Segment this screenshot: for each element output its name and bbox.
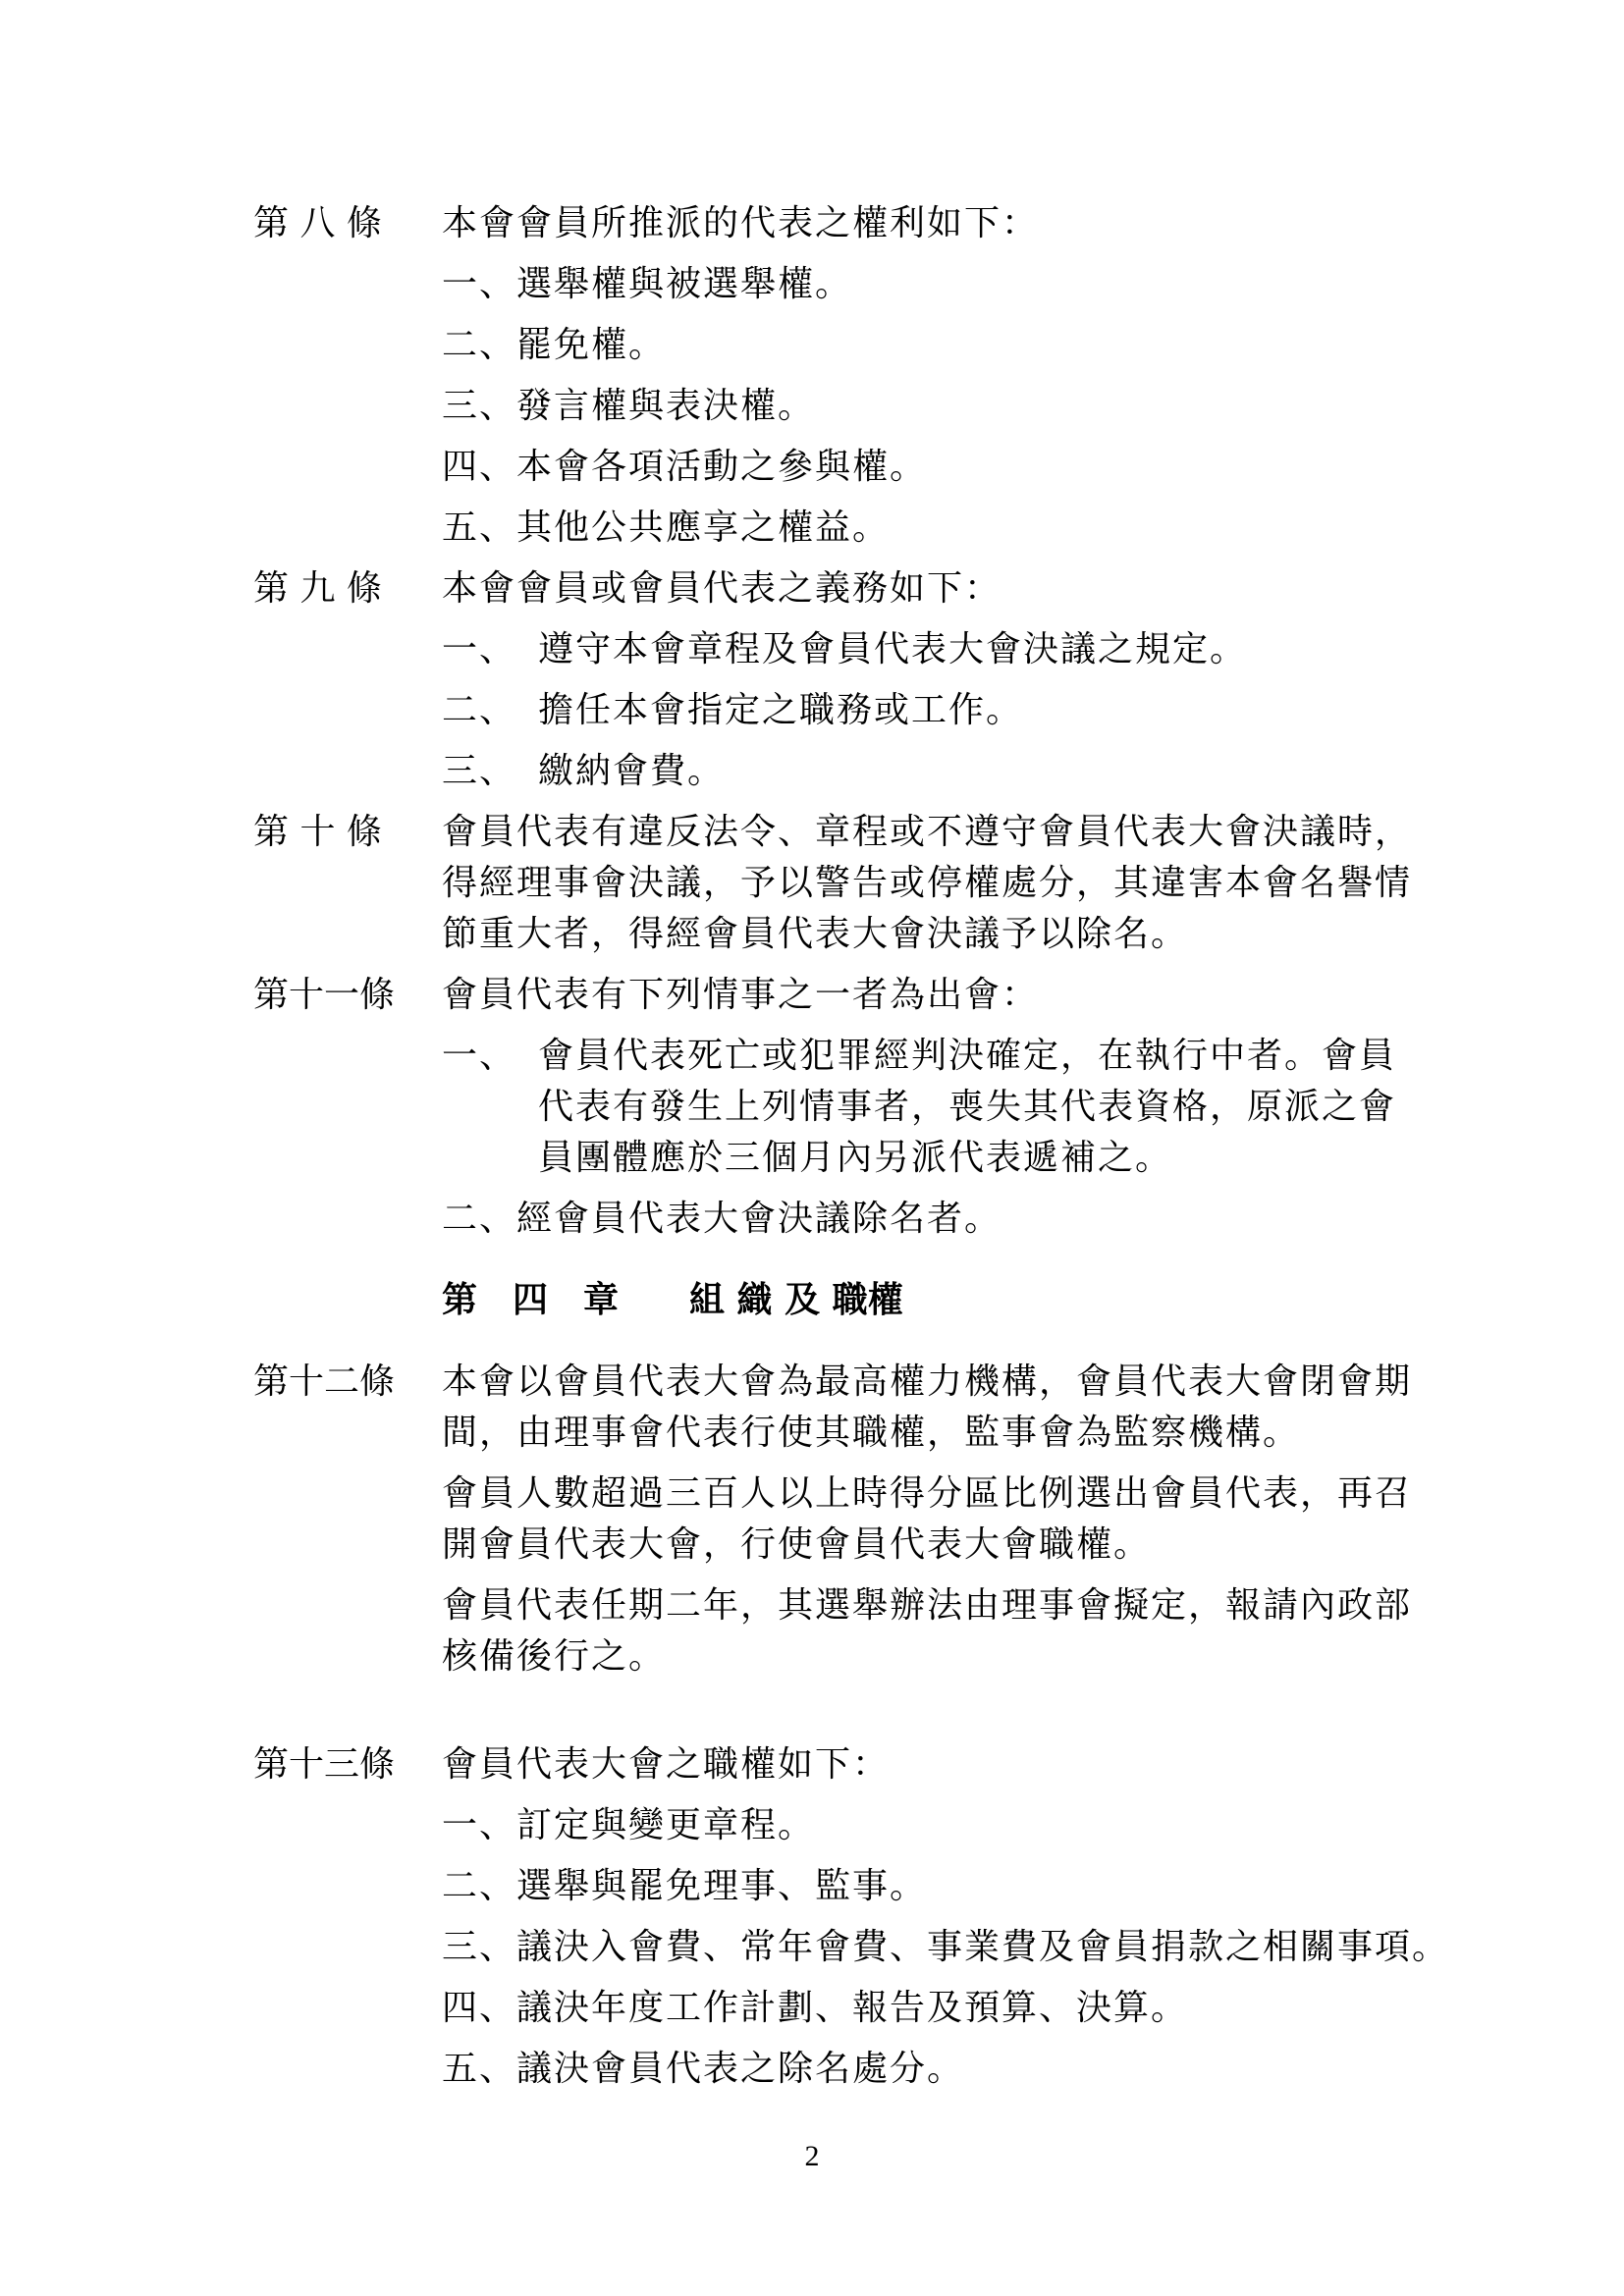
chapter-heading: 第 四 章 組 織 及 職權: [442, 1279, 903, 1320]
article-11-item-1-line-3: 員團體應於三個月內另派代表遞補之。: [538, 1138, 1173, 1178]
article-8-item-4: 四、本會各項活動之參與權。: [442, 447, 928, 487]
article-12-para-1-line-2: 間，由理事會代表行使其職權，監事會為監察機構。: [442, 1413, 1301, 1453]
article-10-line-3: 節重大者，得經會員代表大會決議予以除名。: [442, 914, 1189, 954]
article-9-item-3-num: 三、: [442, 751, 517, 791]
article-8-item-2: 二、罷免權。: [442, 325, 667, 365]
article-9-item-1-num: 一、: [442, 629, 517, 669]
article-9-label: 第 九 條: [253, 568, 382, 609]
article-12-para-3-line-1: 會員代表任期二年，其選舉辦法由理事會擬定，報請內政部: [442, 1585, 1413, 1626]
article-9-text: 本會會員或會員代表之義務如下：: [442, 568, 1002, 609]
article-11-item-1-num: 一、: [442, 1036, 517, 1076]
article-12-label: 第十二條: [253, 1362, 396, 1402]
article-8-item-1: 一、選舉權與被選舉權。: [442, 264, 853, 304]
article-8-label: 第 八 條: [253, 203, 382, 243]
article-13-item-4: 四、議決年度工作計劃、報告及預算、決算。: [442, 1988, 1189, 2028]
article-12-para-3-line-2: 核備後行之。: [442, 1636, 667, 1677]
article-9-item-1-text: 遵守本會章程及會員代表大會決議之規定。: [538, 629, 1248, 669]
article-13-item-5: 五、議決會員代表之除名處分。: [442, 2049, 965, 2089]
article-9-item-2-text: 擔任本會指定之職務或工作。: [538, 690, 1024, 730]
article-11-item-2: 二、經會員代表大會決議除名者。: [442, 1199, 1002, 1239]
article-12-para-1-line-1: 本會以會員代表大會為最高權力機構，會員代表大會閉會期: [442, 1362, 1413, 1402]
article-13-item-3: 三、議決入會費、常年會費、事業費及會員捐款之相關事項。: [442, 1927, 1450, 1967]
article-9-item-3-text: 繳納會費。: [538, 751, 726, 791]
article-11-label: 第十一條: [253, 975, 396, 1015]
article-13-text: 會員代表大會之職權如下：: [442, 1744, 891, 1785]
article-9-item-2-num: 二、: [442, 690, 517, 730]
article-8-item-5: 五、其他公共應享之權益。: [442, 507, 891, 548]
article-13-item-1: 一、訂定與變更章程。: [442, 1805, 816, 1845]
article-12-para-2-line-1: 會員人數超過三百人以上時得分區比例選出會員代表，再召: [442, 1473, 1413, 1514]
page-number: 2: [804, 2140, 820, 2172]
article-10-line-2: 得經理事會決議，予以警告或停權處分，其違害本會名譽情: [442, 863, 1413, 903]
article-8-item-3: 三、發言權與表決權。: [442, 386, 816, 426]
article-12-para-2-line-2: 開會員代表大會，行使會員代表大會職權。: [442, 1524, 1152, 1565]
article-11-item-1-line-1: 會員代表死亡或犯罪經判決確定，在執行中者。會員: [538, 1036, 1397, 1076]
article-11-item-1-line-2: 代表有發生上列情事者，喪失其代表資格，原派之會: [538, 1087, 1397, 1127]
article-8-text: 本會會員所推派的代表之權利如下：: [442, 203, 1040, 243]
article-13-item-2: 二、選舉與罷免理事、監事。: [442, 1866, 928, 1906]
article-13-label: 第十三條: [253, 1744, 396, 1785]
article-11-text: 會員代表有下列情事之一者為出會：: [442, 975, 1040, 1015]
article-10-label: 第 十 條: [253, 812, 382, 852]
article-10-line-1: 會員代表有違反法令、章程或不遵守會員代表大會決議時，: [442, 812, 1413, 852]
